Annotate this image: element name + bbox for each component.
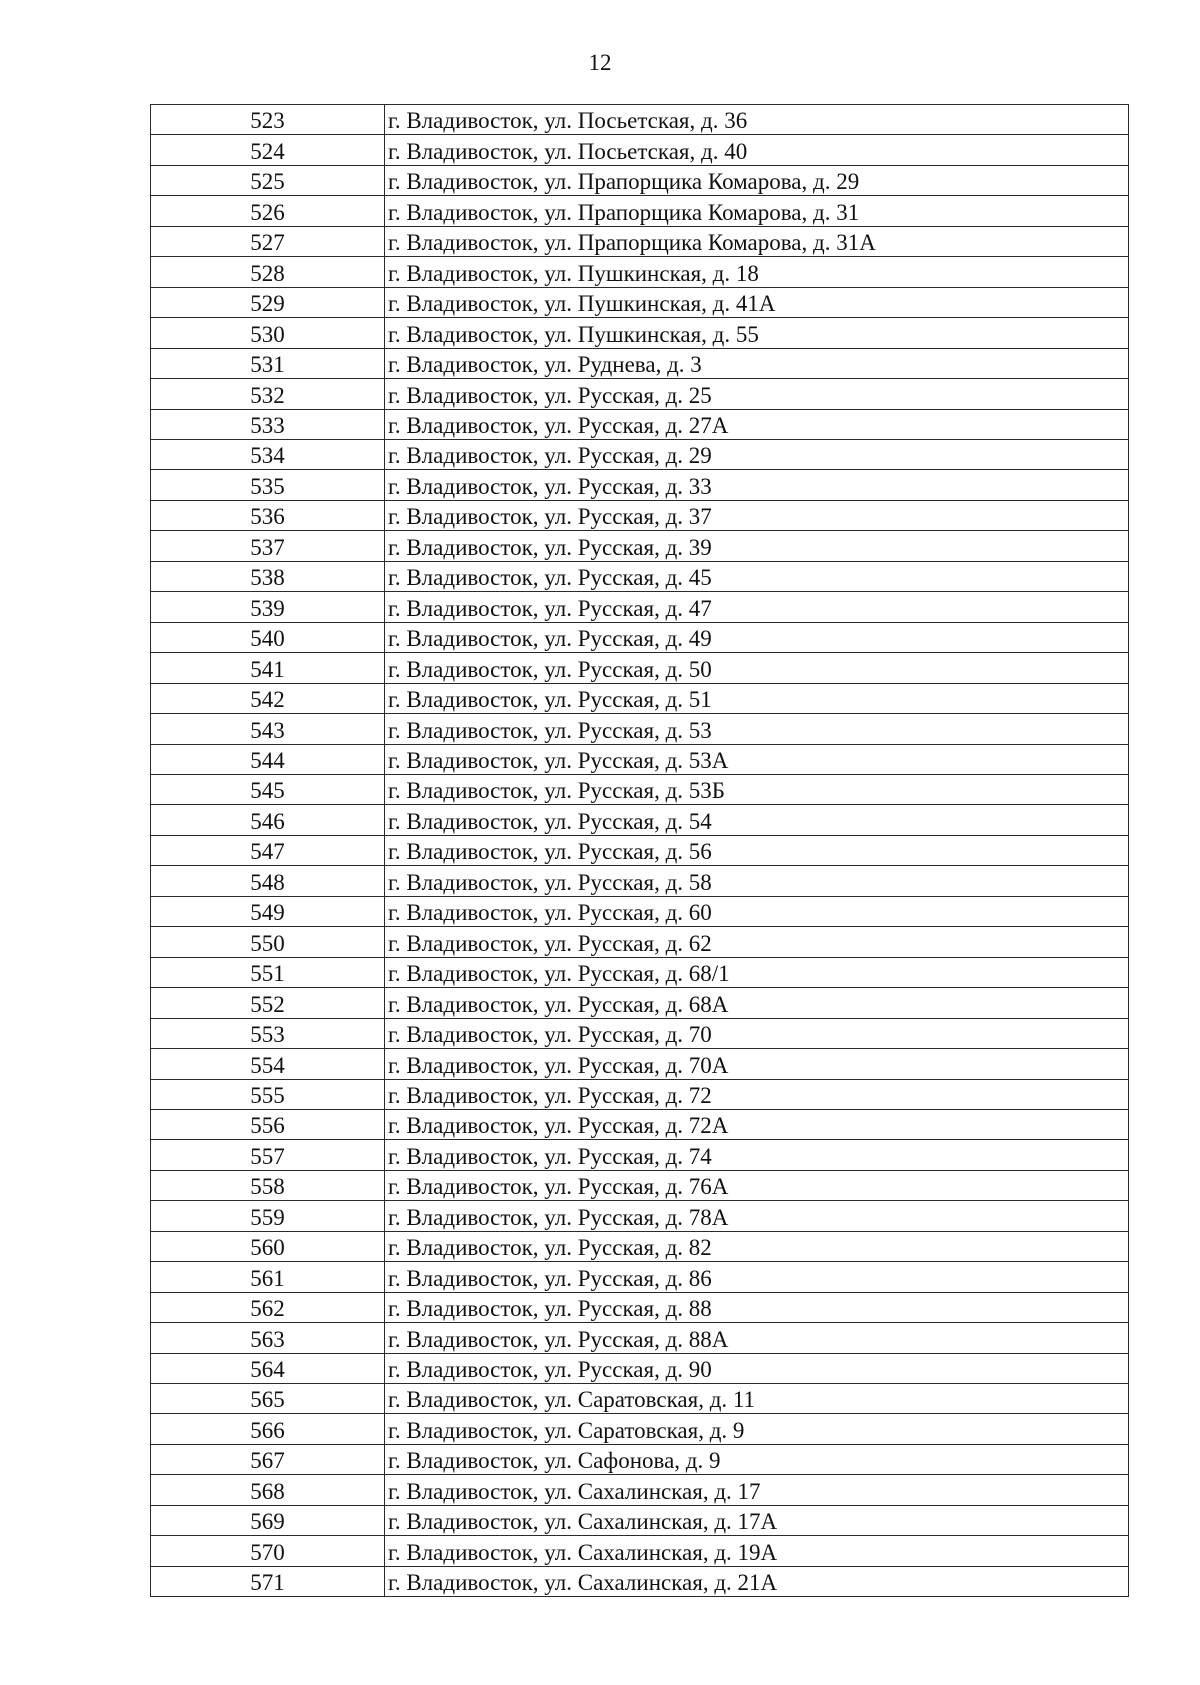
row-number: 567 bbox=[151, 1444, 385, 1474]
row-address: г. Владивосток, ул. Русская, д. 90 bbox=[385, 1353, 1129, 1383]
row-address: г. Владивосток, ул. Русская, д. 39 bbox=[385, 531, 1129, 561]
row-number: 549 bbox=[151, 896, 385, 926]
row-address: г. Владивосток, ул. Русская, д. 53Б bbox=[385, 774, 1129, 804]
table-row bbox=[151, 988, 1129, 1018]
row-number: 531 bbox=[151, 348, 385, 378]
table-row bbox=[151, 1018, 1129, 1048]
row-address: г. Владивосток, ул. Русская, д. 60 bbox=[385, 896, 1129, 926]
table-row bbox=[151, 287, 1129, 317]
row-address: г. Владивосток, ул. Русская, д. 68А bbox=[385, 988, 1129, 1018]
row-address: г. Владивосток, ул. Русская, д. 53 bbox=[385, 714, 1129, 744]
table-row bbox=[151, 1231, 1129, 1261]
row-address: г. Владивосток, ул. Прапорщика Комарова, д. 31А bbox=[385, 226, 1129, 256]
row-address: г. Владивосток, ул. Русская, д. 70 bbox=[385, 1018, 1129, 1048]
row-number: 551 bbox=[151, 957, 385, 987]
row-number: 533 bbox=[151, 409, 385, 439]
table-row bbox=[151, 226, 1129, 256]
table-row bbox=[151, 135, 1129, 165]
row-address: г. Владивосток, ул. Сафонова, д. 9 bbox=[385, 1444, 1129, 1474]
row-address: г. Владивосток, ул. Русская, д. 88 bbox=[385, 1292, 1129, 1322]
table-row bbox=[151, 1079, 1129, 1109]
row-number: 558 bbox=[151, 1170, 385, 1200]
row-address: г. Владивосток, ул. Русская, д. 27А bbox=[385, 409, 1129, 439]
row-number: 527 bbox=[151, 226, 385, 256]
row-number: 525 bbox=[151, 165, 385, 195]
table-row bbox=[151, 653, 1129, 683]
table-row bbox=[151, 957, 1129, 987]
row-number: 535 bbox=[151, 470, 385, 500]
row-number: 562 bbox=[151, 1292, 385, 1322]
row-address: г. Владивосток, ул. Сахалинская, д. 17 bbox=[385, 1475, 1129, 1505]
row-address: г. Владивосток, ул. Русская, д. 70А bbox=[385, 1049, 1129, 1079]
row-address: г. Владивосток, ул. Сахалинская, д. 21А bbox=[385, 1566, 1129, 1596]
row-address: г. Владивосток, ул. Сахалинская, д. 17А bbox=[385, 1505, 1129, 1535]
row-number: 523 bbox=[151, 105, 385, 135]
table-row bbox=[151, 1384, 1129, 1414]
table-row bbox=[151, 105, 1129, 135]
row-address: г. Владивосток, ул. Саратовская, д. 9 bbox=[385, 1414, 1129, 1444]
row-number: 537 bbox=[151, 531, 385, 561]
row-number: 545 bbox=[151, 774, 385, 804]
row-address: г. Владивосток, ул. Посьетская, д. 36 bbox=[385, 105, 1129, 135]
row-address: г. Владивосток, ул. Русская, д. 62 bbox=[385, 927, 1129, 957]
table-row bbox=[151, 1262, 1129, 1292]
row-address: г. Владивосток, ул. Русская, д. 49 bbox=[385, 622, 1129, 652]
row-number: 565 bbox=[151, 1384, 385, 1414]
row-number: 530 bbox=[151, 318, 385, 348]
row-number: 546 bbox=[151, 805, 385, 835]
row-number: 566 bbox=[151, 1414, 385, 1444]
row-number: 534 bbox=[151, 439, 385, 469]
row-address: г. Владивосток, ул. Русская, д. 45 bbox=[385, 561, 1129, 591]
row-address: г. Владивосток, ул. Русская, д. 88А bbox=[385, 1323, 1129, 1353]
row-number: 547 bbox=[151, 835, 385, 865]
table-row bbox=[151, 1140, 1129, 1170]
table-row bbox=[151, 1353, 1129, 1383]
row-number: 540 bbox=[151, 622, 385, 652]
table-row bbox=[151, 866, 1129, 896]
row-number: 524 bbox=[151, 135, 385, 165]
table-row bbox=[151, 683, 1129, 713]
row-address: г. Владивосток, ул. Русская, д. 54 bbox=[385, 805, 1129, 835]
row-number: 568 bbox=[151, 1475, 385, 1505]
table-row bbox=[151, 1049, 1129, 1079]
row-address: г. Владивосток, ул. Русская, д. 72А bbox=[385, 1109, 1129, 1139]
table-row bbox=[151, 1444, 1129, 1474]
table-row bbox=[151, 1292, 1129, 1322]
row-number: 570 bbox=[151, 1536, 385, 1566]
row-address: г. Владивосток, ул. Прапорщика Комарова, д. 31 bbox=[385, 196, 1129, 226]
table-row bbox=[151, 774, 1129, 804]
table-row bbox=[151, 744, 1129, 774]
row-address: г. Владивосток, ул. Русская, д. 53А bbox=[385, 744, 1129, 774]
table-row bbox=[151, 439, 1129, 469]
table-row bbox=[151, 1566, 1129, 1596]
row-address: г. Владивосток, ул. Русская, д. 86 bbox=[385, 1262, 1129, 1292]
row-address: г. Владивосток, ул. Русская, д. 78А bbox=[385, 1201, 1129, 1231]
table-row bbox=[151, 927, 1129, 957]
table-row bbox=[151, 348, 1129, 378]
row-number: 556 bbox=[151, 1109, 385, 1139]
row-number: 552 bbox=[151, 988, 385, 1018]
row-number: 542 bbox=[151, 683, 385, 713]
table-row bbox=[151, 379, 1129, 409]
row-address: г. Владивосток, ул. Русская, д. 58 bbox=[385, 866, 1129, 896]
table-row bbox=[151, 1109, 1129, 1139]
row-address: г. Владивосток, ул. Русская, д. 50 bbox=[385, 653, 1129, 683]
row-number: 555 bbox=[151, 1079, 385, 1109]
table-row bbox=[151, 1505, 1129, 1535]
row-number: 526 bbox=[151, 196, 385, 226]
table-row bbox=[151, 896, 1129, 926]
row-number: 541 bbox=[151, 653, 385, 683]
table-row bbox=[151, 1201, 1129, 1231]
row-address: г. Владивосток, ул. Русская, д. 33 bbox=[385, 470, 1129, 500]
row-address: г. Владивосток, ул. Посьетская, д. 40 bbox=[385, 135, 1129, 165]
table-row bbox=[151, 1170, 1129, 1200]
row-number: 553 bbox=[151, 1018, 385, 1048]
row-number: 544 bbox=[151, 744, 385, 774]
table-row bbox=[151, 531, 1129, 561]
row-address: г. Владивосток, ул. Русская, д. 37 bbox=[385, 500, 1129, 530]
row-number: 554 bbox=[151, 1049, 385, 1079]
row-address: г. Владивосток, ул. Русская, д. 74 bbox=[385, 1140, 1129, 1170]
row-number: 543 bbox=[151, 714, 385, 744]
table-row bbox=[151, 318, 1129, 348]
row-address: г. Владивосток, ул. Пушкинская, д. 55 bbox=[385, 318, 1129, 348]
row-address: г. Владивосток, ул. Русская, д. 76А bbox=[385, 1170, 1129, 1200]
row-address: г. Владивосток, ул. Прапорщика Комарова, д. 29 bbox=[385, 165, 1129, 195]
table-row bbox=[151, 470, 1129, 500]
row-number: 561 bbox=[151, 1262, 385, 1292]
row-number: 563 bbox=[151, 1323, 385, 1353]
row-number: 539 bbox=[151, 592, 385, 622]
table-row bbox=[151, 592, 1129, 622]
table-row bbox=[151, 1536, 1129, 1566]
table-row bbox=[151, 714, 1129, 744]
table-row bbox=[151, 561, 1129, 591]
table-row bbox=[151, 196, 1129, 226]
row-address: г. Владивосток, ул. Сахалинская, д. 19А bbox=[385, 1536, 1129, 1566]
row-address: г. Владивосток, ул. Русская, д. 72 bbox=[385, 1079, 1129, 1109]
row-number: 560 bbox=[151, 1231, 385, 1261]
row-address: г. Владивосток, ул. Пушкинская, д. 41А bbox=[385, 287, 1129, 317]
row-number: 538 bbox=[151, 561, 385, 591]
row-number: 536 bbox=[151, 500, 385, 530]
row-address: г. Владивосток, ул. Русская, д. 68/1 bbox=[385, 957, 1129, 987]
row-number: 559 bbox=[151, 1201, 385, 1231]
row-number: 557 bbox=[151, 1140, 385, 1170]
row-number: 564 bbox=[151, 1353, 385, 1383]
row-number: 571 bbox=[151, 1566, 385, 1596]
table-row bbox=[151, 500, 1129, 530]
table-row bbox=[151, 257, 1129, 287]
table-row bbox=[151, 409, 1129, 439]
row-address: г. Владивосток, ул. Русская, д. 25 bbox=[385, 379, 1129, 409]
row-number: 548 bbox=[151, 866, 385, 896]
table-row bbox=[151, 805, 1129, 835]
address-table bbox=[150, 104, 1129, 1597]
table-row bbox=[151, 622, 1129, 652]
table-row bbox=[151, 1475, 1129, 1505]
row-address: г. Владивосток, ул. Русская, д. 51 bbox=[385, 683, 1129, 713]
row-number: 550 bbox=[151, 927, 385, 957]
row-address: г. Владивосток, ул. Руднева, д. 3 bbox=[385, 348, 1129, 378]
row-number: 528 bbox=[151, 257, 385, 287]
row-number: 569 bbox=[151, 1505, 385, 1535]
row-address: г. Владивосток, ул. Русская, д. 82 bbox=[385, 1231, 1129, 1261]
row-number: 529 bbox=[151, 287, 385, 317]
table-row bbox=[151, 165, 1129, 195]
row-address: г. Владивосток, ул. Пушкинская, д. 18 bbox=[385, 257, 1129, 287]
address-table-body bbox=[151, 105, 1129, 1597]
row-address: г. Владивосток, ул. Русская, д. 56 bbox=[385, 835, 1129, 865]
row-address: г. Владивосток, ул. Саратовская, д. 11 bbox=[385, 1384, 1129, 1414]
row-address: г. Владивосток, ул. Русская, д. 47 bbox=[385, 592, 1129, 622]
table-row bbox=[151, 835, 1129, 865]
page-number: 12 bbox=[588, 50, 612, 75]
table-row bbox=[151, 1414, 1129, 1444]
row-number: 532 bbox=[151, 379, 385, 409]
table-row bbox=[151, 1323, 1129, 1353]
row-address: г. Владивосток, ул. Русская, д. 29 bbox=[385, 439, 1129, 469]
